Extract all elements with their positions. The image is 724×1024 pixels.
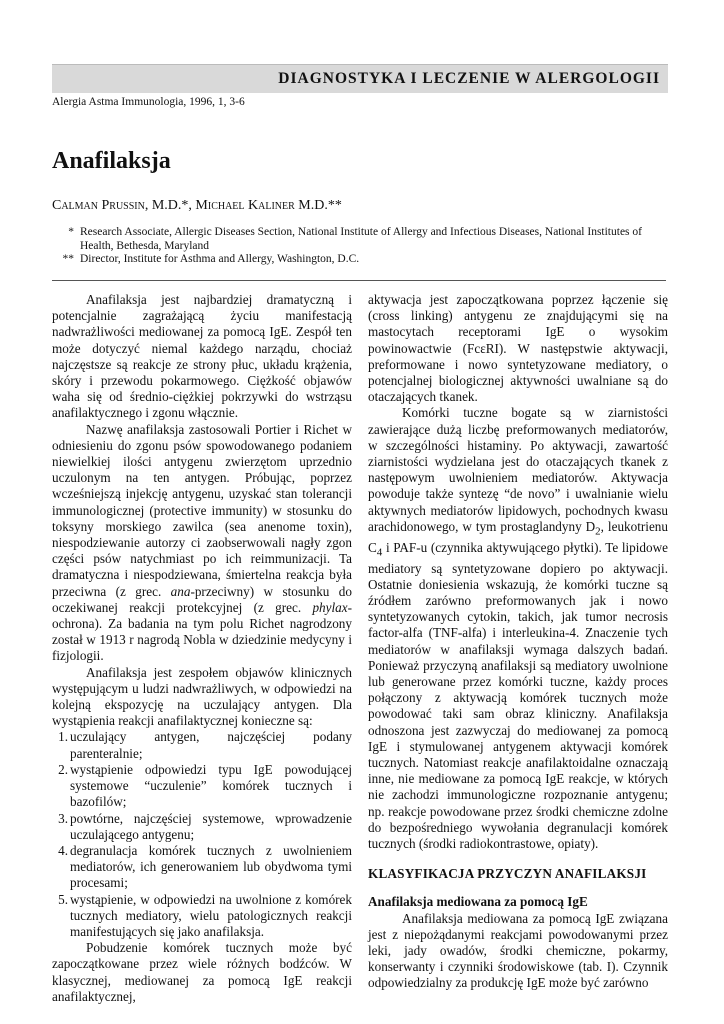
citation: Alergia Astma Immunologia, 1996, 1, 3-6 <box>52 96 245 108</box>
affiliation-marker: * <box>68 226 74 238</box>
authors: Calman Prussin, M.D.*, Michael Kaliner M.D.** <box>52 198 342 213</box>
left-column <box>52 292 352 1005</box>
journal-section-banner <box>52 64 668 93</box>
affiliation-1 <box>52 226 662 253</box>
affiliation-marker: ** <box>62 253 74 265</box>
list-item: 4. degranulacja komórek tucznych z uwolnieniem mediatorów, ich generowaniem lub obydwoma tymi procesami; <box>58 842 352 891</box>
paragraph: Anafilaksja jest najbardziej dramatyczną i potencjalnie zagrażającą życiu manifestacją nadwrażliwości mediowanej za pomocą IgE. Zespół ten może dotyczyć niemal każdego narządu, chociaż najczęstsze są reakcje ze strony płuc, układu krążenia, skóry i przewodu pokarmowego. Ciężkość objawów waha się od średnio-ciężkiej pokrzywki do wstrząsu anafilaktycznego i zgonu włącznie. <box>52 292 352 421</box>
requirements-list <box>52 729 352 940</box>
paragraph: Nazwę anafilaksja zastosowali Portier i Richet w odniesieniu do zgonu psów spowodowanego podaniem niewielkiej ilości antygenu zwierzętom uprzednio uczulonym na ten antygen. Próbując, poprzez wcześniejszą injekcję antygenu, uzyskać stan tolerancji immunologicznej (protective immunity) w stosunku do toksyny morskiego zawilca (sea anenome toxin), niespodziewanie autorzy ci zaobserwowali nagły zgon części psów natychmiast po ich reimmunizacji. Ta dramatyczna i niespodziewana, śmiertelna reakcja była przeciwna (z grec. ana-przeciwny) w stosunku do oczekiwanej reakcji protekcyjnej (z grec. phylax-ochrona). Za badania na tym polu Richet nagrodzony został w 1913 r nagrodą Nobla w dziedzinie medycyny i fizjologii. <box>52 421 352 664</box>
affiliations <box>52 226 662 267</box>
affiliation-text: Research Associate, Allergic Diseases Section, National Institute of Allergy and Infectious Diseases, National Institutes of Health, Bethesda, Maryland <box>80 226 642 252</box>
article-title: Anafilaksja <box>52 148 171 174</box>
paragraph: Pobudzenie komórek tucznych może być zapoczątkowane przez wiele różnych bodźców. W klasycznej, mediowanej za pomocą IgE reakcji anafilaktycznej, <box>52 940 352 1004</box>
affiliation-text: Director, Institute for Asthma and Allergy, Washington, D.C. <box>80 253 360 265</box>
paragraph: Anafilaksja mediowana za pomocą IgE związana jest z niepożądanymi reakcjami powodowanymi przez leki, jady owadów, środki chemiczne, pokarmy, konserwanty i czynniki środowiskowe (tab. I). Czynnik odpowiedzialny za produkcję IgE może być zarówno <box>368 910 668 991</box>
paragraph: Komórki tuczne bogate są w ziarnistości zawierające dużą liczbę preformowanych mediatorów, w szczególności histaminy. Po aktywacji, zawartość ziarnistości wydzielana jest do otaczających tkanek z następowym uwolnieniem mediatorów. Aktywacja powoduje także syntezę “de novo” i uwalnianie wielu aktywnych mediatorów lipidowych, pochodnych kwasu arachidonowego, w tym prostaglandyny $D_2$, leukotrienu $C_4$ i PAF-u (czynnika aktywującego płytki). Te lipidowe mediatory są syntetyzowane dopiero po aktywacji. Ostatnie doniesienia wskazują, że komórki tuczne są źródłem zarówno preformowanych jak i nowo syntetyzowanych cytokin, takich, jak tumor necrosis factor-alfa (TNF-alfa) i interleukina-4. Znaczenie tych mediatorów w anafilaksji wymaga dalszych badań. Ponieważ przyczyną anafilaksji są mediatory uwolnione lub generowane przez komórki tuczne, każdy proces połączony z aktywacją komórek tucznych może powodować taki sam obraz kliniczny. Anafilaksja odnoszona jest zazwyczaj do mediowanej za pomocą IgE i stymulowanej antygenem aktywacji komórek tucznych. Natomiast reakcje anafilaktoidalne oznaczają inne, nie mediowane za pomocą IgE reakcje, w których nie zachodzi immunologiczne rozpoznanie antygenu; np. reakcje powodowane przez środki chemiczne zdolne do bezpośredniego wywołania degranulacji komórek tucznych (środki radiokontrastowe, opiaty). <box>368 405 668 851</box>
affiliation-2 <box>52 253 662 267</box>
banner-text: DIAGNOSTYKA I LECZENIE W ALERGOLOGII <box>278 70 660 87</box>
list-item: 2. wystąpienie odpowiedzi typu IgE powodującej systemowe “uczulenie” komórek tucznych i bazofilów; <box>58 761 352 810</box>
header-divider <box>52 280 666 281</box>
section-heading: KLASYFIKACJA PRZYCZYN ANAFILAKSJI <box>368 866 647 882</box>
list-item: 1. uczulający antygen, najczęściej podany parenteralnie; <box>58 729 352 761</box>
right-column <box>368 292 668 992</box>
paragraph: Anafilaksja jest zespołem objawów klinicznych występującym u ludzi nadwrażliwych, w odpowiedzi na kolejną ekspozycję na uczulający antygen. Dla wystąpienia reakcji anafilaktycznej konieczne są: <box>52 664 352 729</box>
subsection-heading: Anafilaksja mediowana za pomocą IgE <box>368 894 588 910</box>
list-item: 5. wystąpienie, w odpowiedzi na uwolnione z komórek tucznych mediatory, wielu patologicznych reakcji manifestujących się jako anafilaksja. <box>58 891 352 939</box>
list-item: 3. powtórne, najczęściej systemowe, wprowadzenie uczulającego antygenu; <box>58 810 352 842</box>
paragraph: aktywacja jest zapoczątkowana poprzez łączenie się (cross linking) antygenu ze znajdującymi się na mastocytach receptorami IgE o wysokim powinowactwie (FcεRI). W następstwie aktywacji, preformowane i nowo syntetyzowane mediatory, o potencjalnej biologicznej aktywności uwalniane są do otaczających tkanek. <box>368 292 668 405</box>
